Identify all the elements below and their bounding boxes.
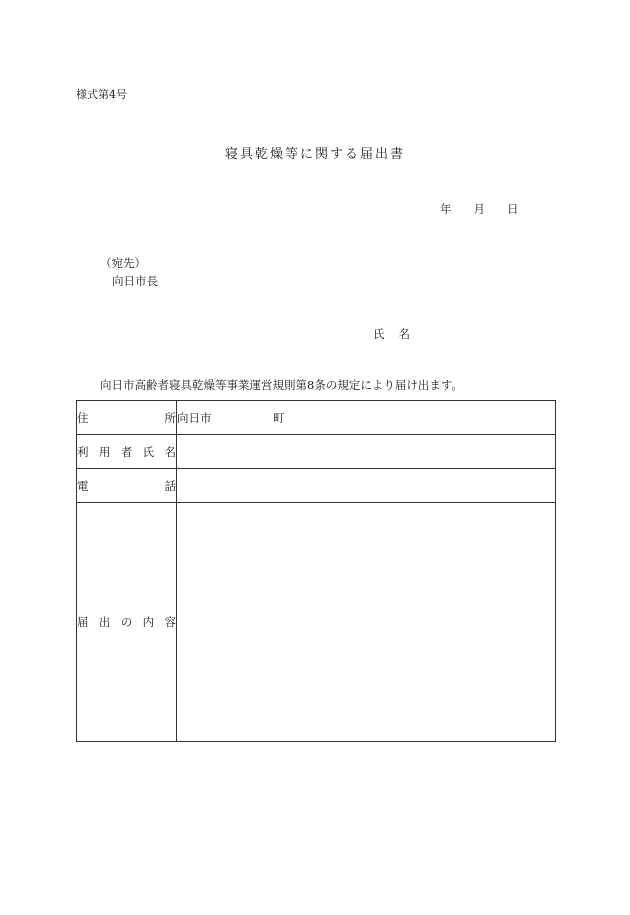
table-row-address <box>77 401 556 435</box>
addressee-name: 向日市長 <box>112 274 158 288</box>
date-line <box>440 201 519 217</box>
table-row-phone <box>77 469 556 503</box>
address-label: 住所 <box>77 401 177 435</box>
applicant-name-label: 氏名 <box>373 327 424 341</box>
address-city: 向日市 <box>177 410 212 425</box>
address-town: 町 <box>273 410 285 425</box>
table-row-content <box>77 503 556 742</box>
user-name-field[interactable] <box>177 435 556 469</box>
phone-field[interactable] <box>177 469 556 503</box>
user-name-label: 利用者氏名 <box>77 435 177 469</box>
document-title: 寝具乾燥等に関する届出書 <box>224 147 405 162</box>
content-label: 届出の内容 <box>77 503 177 742</box>
date-month-field[interactable]: 月 <box>473 202 485 216</box>
address-field[interactable] <box>177 401 556 435</box>
content-field[interactable] <box>177 503 556 742</box>
application-form-table <box>76 400 556 742</box>
date-day-field[interactable]: 日 <box>507 202 519 216</box>
table-row-user-name <box>77 435 556 469</box>
addressee-label: （宛先） <box>100 256 146 270</box>
form-number: 様式第4号 <box>76 88 127 101</box>
notice-text: 向日市高齢者寝具乾燥等事業運営規則第8条の規定により届け出ます。 <box>100 378 463 392</box>
phone-label: 電話 <box>77 469 177 503</box>
date-year-field[interactable]: 年 <box>440 202 452 216</box>
